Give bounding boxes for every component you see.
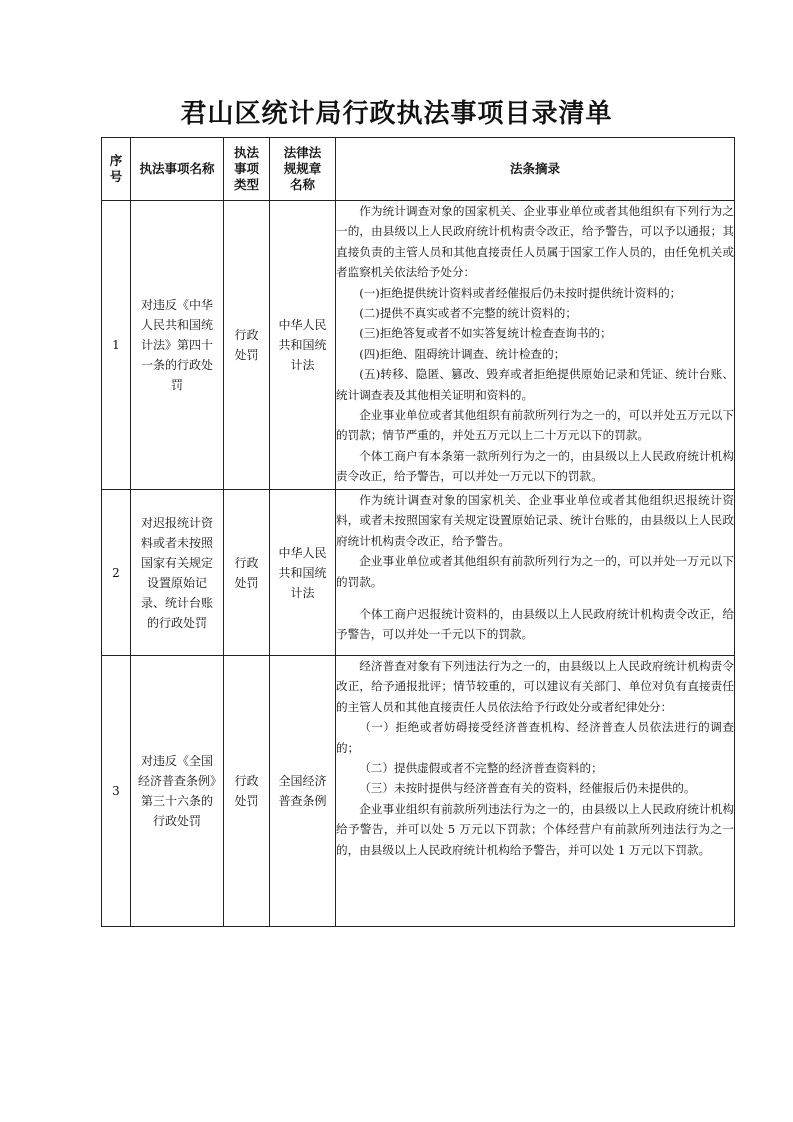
row-item-name: 对违反《中华人民共和国统计法》第四十一条的行政处罚 — [131, 201, 224, 490]
excerpt-paragraph: 企业事业单位或者其他组织有前款所列行为之一的，可以并处一万元以下的罚款。 — [336, 554, 734, 589]
excerpt-paragraph: 企业事业单位或者其他组织有前款所列行为之一的，可以并处五万元以下的罚款；情节严重的，并处五万元以上二十万元以下的罚款。 — [336, 408, 734, 443]
excerpt-item: （三）未按时提供与经济普查有关的资料，经催报后仍未提供的。 — [359, 781, 696, 796]
excerpt-paragraph: 作为统计调查对象的国家机关、企业事业单位或者其他组织有下列行为之一的，由县级以上人民政府统计机构责令改正，给予警告，可以予以通报；其直接负责的主管人员和其他直接责任人员属于国家工作人员的，由任免机关或者监察机关依法给予处分： — [336, 204, 734, 280]
excerpt-item: （二）提供虚假或者不完整的经济普查资料的； — [359, 761, 603, 776]
header-law-name: 法律法规规章名称 — [270, 138, 336, 201]
page-title: 君山区统计局行政执法事项目录清单 — [180, 99, 613, 129]
table-header-row — [102, 138, 735, 201]
header-seq: 序号 — [102, 138, 131, 201]
row-item-type: 行政处罚 — [224, 656, 270, 927]
table-row — [102, 490, 735, 656]
excerpt-paragraph: 作为统计调查对象的国家机关、企业事业单位或者其他组织迟报统计资料，或者未按照国家有关规定设置原始记录、统计台账的，由县级以上人民政府统计机构责令改正，给予警告。 — [336, 493, 734, 548]
row-law-name: 全国经济普查条例 — [270, 656, 336, 927]
row-excerpt — [336, 656, 735, 927]
row-seq: 2 — [102, 490, 131, 656]
header-item-name: 执法事项名称 — [131, 138, 224, 201]
row-law-name: 中华人民共和国统计法 — [270, 201, 336, 490]
excerpt-item: (三)拒绝答复或者不如实答复统计检查查询书的； — [359, 326, 612, 341]
excerpt-paragraph: 个体工商户迟报统计资料的，由县级以上人民政府统计机构责令改正，给予警告，可以并处一千元以下的罚款。 — [336, 607, 734, 642]
excerpt-item: (五)转移、隐匿、篡改、毁弃或者拒绝提供原始记录和凭证、统计台账、统计调查表及其他相关证明和资料的。 — [336, 367, 734, 402]
row-law-name: 中华人民共和国统计法 — [270, 490, 336, 656]
table-row — [102, 201, 735, 490]
excerpt-paragraph: 企业事业组织有前款所列违法行为之一的，由县级以上人民政府统计机构给予警告，并可以处 5 万元以下罚款；个体经营户有前款所列违法行为之一的，由县级以上人民政府统计机构给予警告，并可以处 1 万元以下罚款。 — [336, 801, 734, 857]
excerpt-item: (一)拒绝提供统计资料或者经催报后仍未按时提供统计资料的； — [359, 285, 682, 300]
header-item-type: 执法事项类型 — [224, 138, 270, 201]
excerpt-paragraph: 个体工商户有本条第一款所列行为之一的，由县级以上人民政府统计机构责令改正，给予警告，可以并处一万元以下的罚款。 — [336, 448, 734, 484]
row-item-type: 行政处罚 — [224, 490, 270, 656]
table-row — [102, 656, 735, 927]
excerpt-item: （一）拒绝或者妨碍接受经济普查机构、经济普查人员依法进行的调查的； — [336, 720, 734, 755]
header-excerpt: 法条摘录 — [336, 138, 735, 201]
row-seq: 1 — [102, 201, 131, 490]
row-excerpt — [336, 201, 735, 490]
excerpt-item: (四)拒绝、阻碍统计调查、统计检查的； — [359, 346, 566, 361]
row-seq: 3 — [102, 656, 131, 927]
enforcement-table — [101, 137, 735, 927]
row-excerpt — [336, 490, 735, 656]
row-item-name: 对违反《全国经济普查条例》第三十六条的行政处罚 — [131, 656, 224, 927]
row-item-name: 对迟报统计资料或者未按照国家有关规定设置原始记录、统计台账的行政处罚 — [131, 490, 224, 656]
excerpt-item: (二)提供不真实或者不完整的统计资料的； — [359, 306, 577, 321]
excerpt-paragraph: 经济普查对象有下列违法行为之一的，由县级以上人民政府统计机构责令改正，给予通报批评；情节较重的，可以建议有关部门、单位对负有直接责任的主管人员和其他直接责任人员依法给予行政处分或者纪律处分： — [336, 659, 734, 714]
row-item-type: 行政处罚 — [224, 201, 270, 490]
